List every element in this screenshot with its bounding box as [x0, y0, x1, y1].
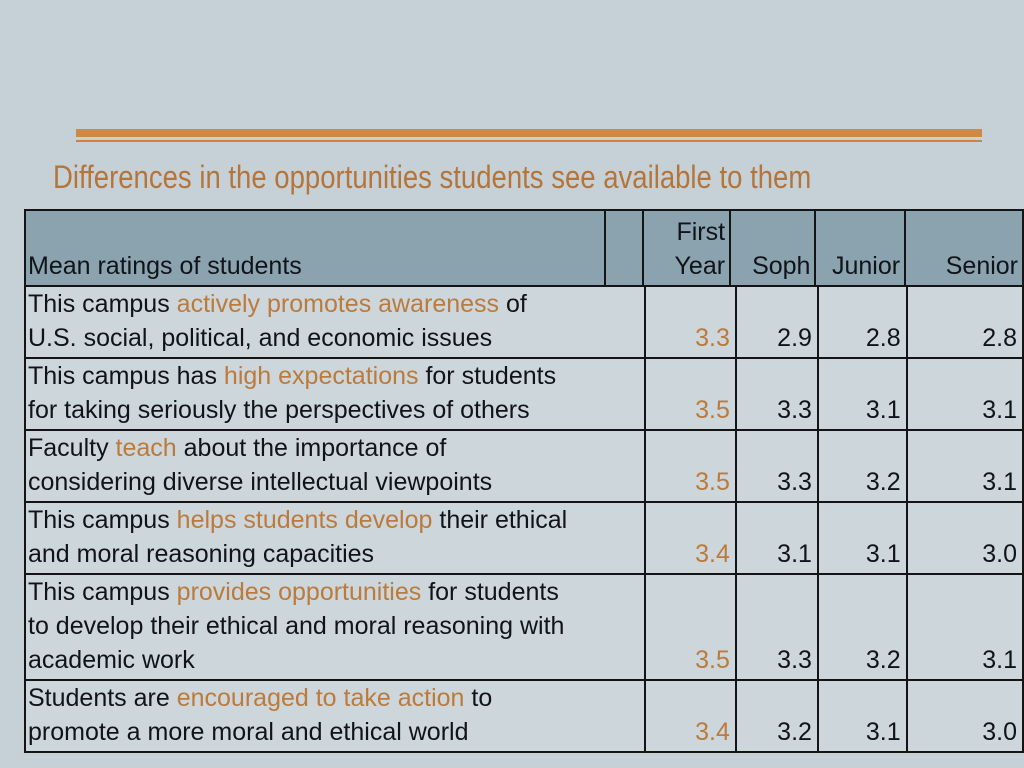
table-row	[25, 358, 1023, 430]
rating-value-cell: 3.3	[736, 430, 818, 502]
highlight-phrase: teach	[115, 434, 177, 462]
plain-text: and moral reasoning capacities	[28, 540, 375, 568]
text-line	[28, 431, 640, 465]
plain-text: Students are	[28, 684, 177, 712]
header-cell-junior: Junior	[815, 210, 905, 286]
highlight-phrase: high expectations	[223, 362, 419, 390]
ratings-table	[24, 209, 1024, 753]
text-line	[28, 393, 640, 427]
plain-text: for students	[418, 362, 557, 390]
plain-text: their ethical	[432, 506, 568, 534]
rating-value-cell: 3.1	[818, 680, 907, 752]
header-cell-soph: Soph	[730, 210, 815, 286]
ratings-table-body	[24, 285, 1024, 753]
rating-value-cell: 3.3	[645, 286, 736, 358]
rating-value-cell: 3.5	[645, 430, 736, 502]
title-rule-thin	[76, 140, 982, 142]
row-description-cell	[25, 574, 645, 680]
text-line	[28, 287, 640, 321]
header-cell-senior: Senior	[905, 210, 1023, 286]
rating-value-cell: 3.2	[736, 680, 818, 752]
text-line	[28, 537, 640, 571]
rating-value-cell: 3.3	[736, 574, 818, 680]
plain-text: considering diverse intellectual viewpoints	[28, 468, 493, 496]
plain-text: to develop their ethical and moral reasoning with	[28, 612, 565, 640]
row-description-cell	[25, 358, 645, 430]
rating-value-cell: 3.1	[818, 502, 907, 574]
rating-value-cell: 3.2	[818, 430, 907, 502]
highlight-phrase: provides opportunities	[176, 578, 422, 606]
plain-text: of	[499, 290, 527, 318]
row-description-cell	[25, 502, 645, 574]
plain-text: academic work	[28, 646, 195, 674]
rating-value-cell: 3.3	[736, 358, 818, 430]
plain-text: This campus	[28, 578, 177, 606]
plain-text: for students	[421, 578, 559, 606]
rating-value-cell: 3.1	[907, 430, 1023, 502]
table-header-row	[25, 210, 1023, 286]
header-cell-spacer	[605, 210, 643, 286]
highlight-phrase: encouraged to take action	[176, 684, 465, 712]
highlight-phrase: actively promotes awareness	[176, 290, 500, 318]
ratings-table-rows	[25, 286, 1023, 752]
text-line	[28, 643, 640, 677]
plain-text: about the importance of	[176, 434, 447, 462]
rating-value-cell: 3.4	[645, 502, 736, 574]
slide-title: Differences in the opportunities students see available to them	[53, 159, 812, 195]
table-row	[25, 430, 1023, 502]
text-line	[28, 465, 640, 499]
plain-text: promote a more moral and ethical world	[28, 718, 469, 746]
rating-value-cell: 3.5	[645, 358, 736, 430]
text-line	[28, 503, 640, 537]
rating-value-cell: 3.1	[736, 502, 818, 574]
rating-value-cell: 3.2	[818, 574, 907, 680]
text-line	[28, 321, 640, 355]
plain-text: This campus	[28, 290, 177, 318]
rating-value-cell: 3.1	[907, 358, 1023, 430]
plain-text: U.S. social, political, and economic issues	[28, 324, 493, 352]
table-row	[25, 574, 1023, 680]
text-line	[28, 575, 640, 609]
header-cell-first-year: First Year	[643, 210, 730, 286]
row-description-cell	[25, 286, 645, 358]
plain-text: This campus	[28, 506, 177, 534]
row-description-cell	[25, 430, 645, 502]
table-row	[25, 286, 1023, 358]
rating-value-cell: 3.5	[645, 574, 736, 680]
rating-value-cell: 3.1	[818, 358, 907, 430]
text-line	[28, 715, 640, 749]
title-rule-thick	[76, 129, 982, 137]
text-line	[28, 359, 640, 393]
table-row	[25, 502, 1023, 574]
rating-value-cell: 2.8	[818, 286, 907, 358]
text-line	[28, 609, 640, 643]
plain-text: This campus has	[28, 362, 224, 390]
rating-value-cell: 2.9	[736, 286, 818, 358]
plain-text: for taking seriously the perspectives of others	[28, 396, 530, 424]
text-line	[28, 681, 640, 715]
rating-value-cell: 2.8	[907, 286, 1023, 358]
rating-value-cell: 3.0	[907, 502, 1023, 574]
plain-text: Faculty	[28, 434, 116, 462]
highlight-phrase: helps students develop	[176, 506, 433, 534]
ratings-table-header	[24, 209, 1024, 287]
rating-value-cell: 3.1	[907, 574, 1023, 680]
table-row	[25, 680, 1023, 752]
rating-value-cell: 3.0	[907, 680, 1023, 752]
header-cell-mean-ratings: Mean ratings of students	[25, 210, 605, 286]
row-description-cell	[25, 680, 645, 752]
rating-value-cell: 3.4	[645, 680, 736, 752]
plain-text: to	[464, 684, 493, 712]
